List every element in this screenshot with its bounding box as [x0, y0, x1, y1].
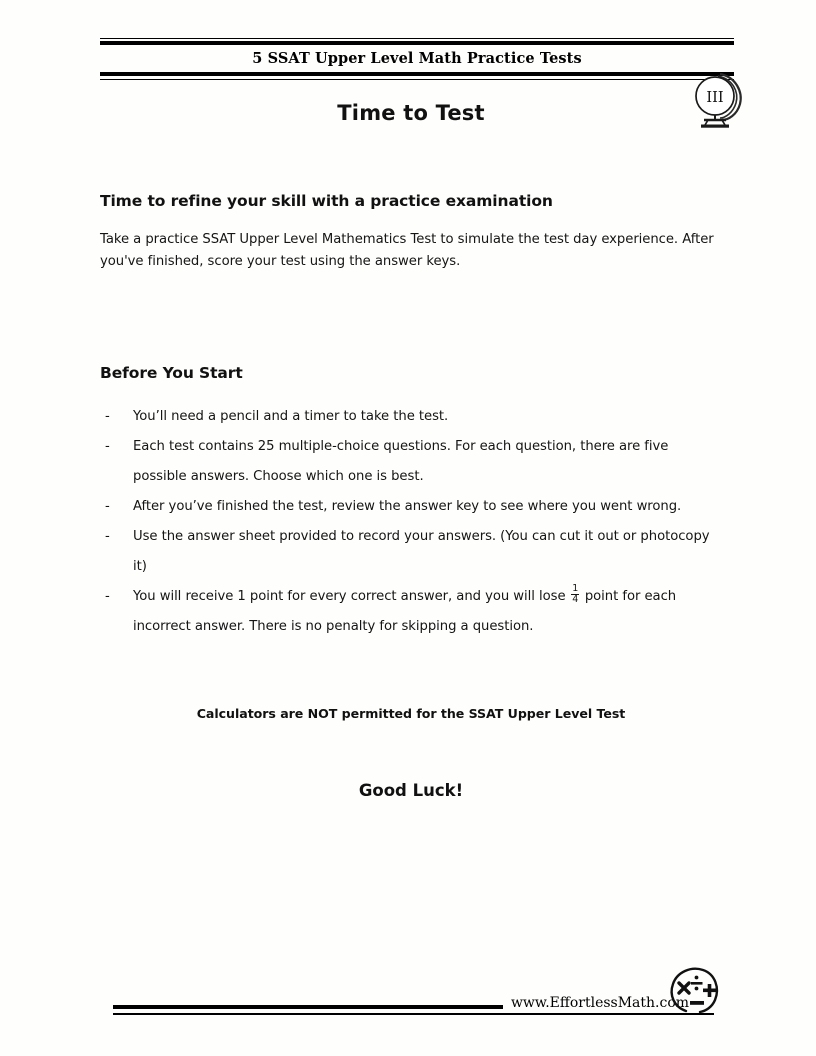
main-content [100, 95, 722, 800]
bullet-dash: - [105, 499, 110, 514]
multiply-icon [679, 983, 689, 993]
calculator-note: Calculators are NOT permitted for the SSAT Upper Level Test [196, 706, 626, 721]
minus-icon [690, 1001, 704, 1005]
list-item [100, 582, 722, 642]
footer-rule-thick [113, 1005, 503, 1009]
bullet-dash: - [105, 589, 110, 604]
plus-icon [703, 984, 716, 997]
list-item-text: Use the answer sheet provided to record your answers. (You can cut it out or photocopy it) [133, 529, 710, 574]
header-rule-thin-top [100, 38, 734, 39]
list-item [100, 492, 722, 522]
fraction-one-quarter [571, 584, 579, 604]
bullet-dash: - [105, 529, 110, 544]
list-item-text-after-fraction: point for each incorrect answer. There is no penalty for skipping a question. [133, 589, 677, 634]
before-you-start-list [100, 402, 722, 642]
header-rule-thick-top [100, 41, 734, 45]
header-rule-thin-bottom [100, 79, 734, 80]
fraction-denominator: 4 [572, 593, 579, 605]
page-number-text: III [706, 90, 724, 106]
footer-rule-thin [113, 1013, 714, 1015]
list-item [100, 432, 722, 492]
running-title: 5 SSAT Upper Level Math Practice Tests [252, 50, 582, 67]
list-item-text: Each test contains 25 multiple-choice questions. For each question, there are five possible answers. Choose which one is best. [133, 439, 669, 484]
list-item-text-before-fraction: You will receive 1 point for every correct answer, and you will lose [133, 589, 570, 604]
bullet-dash: - [105, 439, 110, 454]
divide-icon [691, 976, 703, 991]
intro-paragraph: Take a practice SSAT Upper Level Mathematics Test to simulate the test day experience. After you've finished, score your test using the answer keys. [100, 232, 714, 269]
footer-url[interactable]: www.EffortlessMath.com [510, 995, 690, 1011]
closing-message: Good Luck! [358, 781, 464, 800]
header-rule-thick-bottom [100, 72, 734, 76]
section-heading-refine: Time to refine your skill with a practice examination [100, 192, 553, 210]
list-item [100, 402, 722, 432]
list-item-text: You’ll need a pencil and a timer to take the test. [133, 409, 449, 424]
page-title: Time to Test [337, 101, 485, 125]
list-item [100, 522, 722, 582]
bullet-dash: - [105, 409, 110, 424]
math-symbols-circle-icon [666, 963, 722, 1019]
fraction-numerator: 1 [572, 583, 579, 595]
page-header [0, 38, 816, 106]
list-item-text: After you’ve finished the test, review the answer key to see where you went wrong. [133, 499, 682, 514]
page-footer [0, 995, 816, 1040]
section-heading-before-you-start: Before You Start [100, 364, 243, 382]
